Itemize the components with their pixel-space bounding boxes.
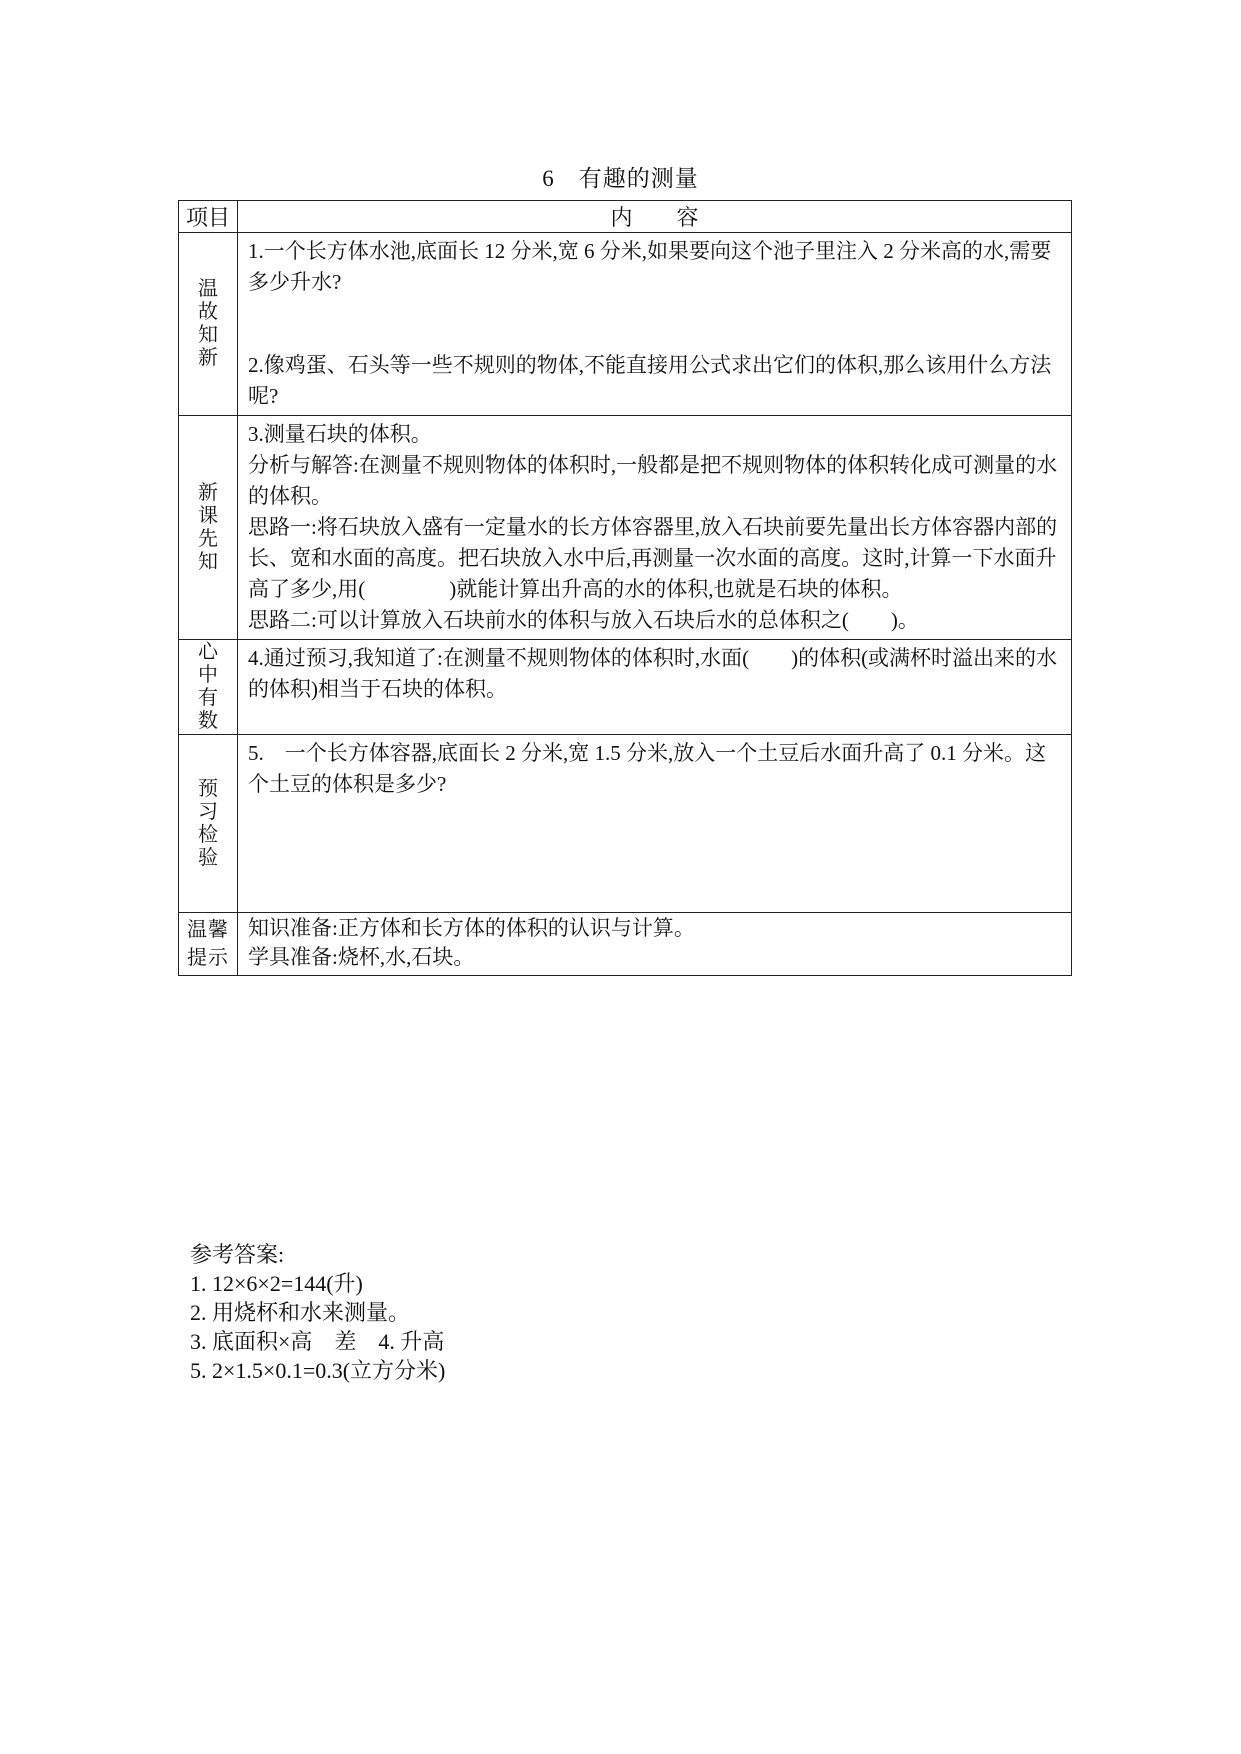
row-label-new-lesson: [179, 416, 238, 640]
row-label-text: 温馨提示: [187, 919, 229, 969]
answers-heading: 参考答案:: [190, 1242, 285, 1267]
table-header-row: [179, 201, 1072, 233]
answer-item: 1. 12×6×2=144(升): [190, 1271, 363, 1296]
preview-worksheet-table: [178, 200, 1072, 976]
row-content-check: [238, 735, 1072, 913]
knowledge-prep: 知识准备:正方体和长方体的体积的认识与计算。: [248, 916, 695, 940]
reference-answers: [190, 1240, 445, 1385]
row-content-tips: [238, 913, 1072, 976]
row-content-review: [238, 233, 1072, 416]
method-two-text: 思路二:可以计算放入石块前水的体积与放入石块后水的总体积之( )。: [248, 608, 919, 632]
header-content: 内 容: [238, 201, 1072, 233]
header-item: 项目: [179, 201, 238, 233]
answer-space: [248, 298, 1061, 350]
question-4: 4.通过预习,我知道了:在测量不规则物体的体积时,水面( )的体积(或满杯时溢出来的水的体积)相当于石块的体积。: [248, 646, 1058, 701]
table-row: [179, 640, 1072, 735]
table-row: [179, 913, 1072, 976]
row-label-mind: [179, 640, 238, 735]
answer-item: 3. 底面积×高 差 4. 升高: [190, 1329, 445, 1354]
row-label-text: 新课先知: [198, 481, 218, 573]
row-content-new-lesson: [238, 416, 1072, 640]
answer-item: 2. 用烧杯和水来测量。: [190, 1300, 411, 1325]
analysis-text: 分析与解答:在测量不规则物体的体积时,一般都是把不规则物体的体积转化成可测量的水的体积。: [248, 453, 1058, 508]
question-1: 1.一个长方体水池,底面长 12 分米,宽 6 分米,如果要向这个池子里注入 2 分米高的水,需要多少升水?: [248, 239, 1052, 294]
method-one-text: 思路一:将石块放入盛有一定量水的长方体容器里,放入石块前要先量出长方体容器内部的长、宽和水面的高度。把石块放入水中后,再测量一次水面的高度。这时,计算一下水面升高了多少,用( )就能计算出升高的水的体积,也就是石块的体积。: [248, 515, 1058, 601]
row-label-review: [179, 233, 238, 416]
row-label-tips: [179, 913, 238, 976]
table-row: [179, 735, 1072, 913]
page-title: 6 有趣的测量: [542, 166, 699, 191]
row-label-check: [179, 735, 238, 913]
row-label-text: 温故知新: [198, 278, 218, 369]
answer-item: 5. 2×1.5×0.1=0.3(立方分米): [190, 1358, 446, 1383]
question-2: 2.像鸡蛋、石头等一些不规则的物体,不能直接用公式求出它们的体积,那么该用什么方法呢?: [248, 353, 1052, 408]
tools-prep: 学具准备:烧杯,水,石块。: [248, 945, 475, 969]
row-content-mind: [238, 640, 1072, 735]
question-5: 5. 一个长方体容器,底面长 2 分米,宽 1.5 分米,放入一个土豆后水面升高了 0.1 分米。这个土豆的体积是多少?: [248, 741, 1046, 796]
table-row: [179, 416, 1072, 640]
row-label-text: 预习检验: [198, 777, 218, 869]
question-3: 3.测量石块的体积。: [248, 422, 432, 446]
row-label-text: 心中有数: [198, 641, 218, 732]
table-row: [179, 233, 1072, 416]
